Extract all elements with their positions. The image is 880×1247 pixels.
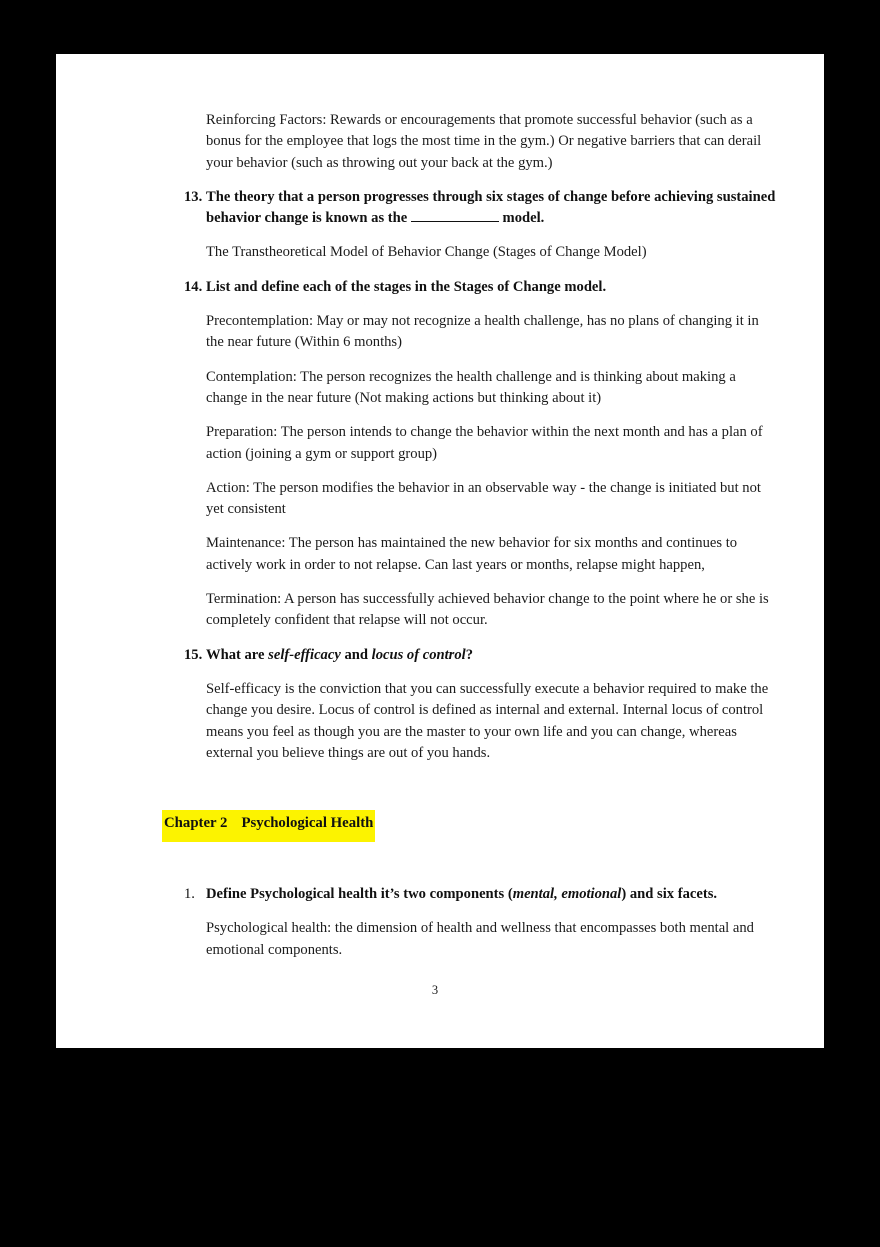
chapter-label: Chapter 2 bbox=[164, 815, 228, 832]
question-1-part1: Define Psychological health it’s two components ( bbox=[206, 886, 513, 903]
page-number: 3 bbox=[431, 983, 439, 998]
stage-action: Action: The person modifies the behavior in an observable way - the change is initiated but not yet consistent bbox=[206, 479, 761, 518]
answer-15: Self-efficacy is the conviction that you can successfully execute a behavior required to make the change you desire. Locus of control is defined as internal and external. Internal locus of control means you feel as though you are the master to your own life and you can change, whereas external you believe things are out of you hands. bbox=[206, 680, 769, 761]
stage-termination: Termination: A person has successfully achieved behavior change to the point where he or she is completely confident that relapse will not occur. bbox=[206, 591, 769, 629]
question-15-italic-locus-of-control: locus of control bbox=[371, 646, 466, 663]
question-13-text-before: The theory that a person progresses through six stages of change before achieving sustained behavior change is known as the bbox=[206, 188, 776, 227]
stage-maintenance: Maintenance: The person has maintained the new behavior for six months and continues to actively work in order to not relapse. Can last years or months, relapse might happen, bbox=[206, 535, 738, 573]
question-13-number: 13. bbox=[184, 188, 203, 205]
answer-1: Psychological health: the dimension of health and wellness that encompasses both mental and emotional components. bbox=[206, 920, 754, 958]
question-13-text-after: model. bbox=[498, 210, 545, 227]
question-15-part2: and bbox=[340, 646, 372, 663]
question-15-part1: What are bbox=[206, 646, 269, 663]
stage-preparation: Preparation: The person intends to change the behavior within the next month and has a plan of action (joining a gym or support group) bbox=[206, 424, 763, 462]
document-page bbox=[56, 54, 824, 1048]
question-14-text: List and define each of the stages in the Stages of Change model. bbox=[206, 278, 607, 295]
paragraph-reinforcing-factors: Reinforcing Factors: Rewards or encouragements that promote successful behavior (such as a bonus for the employee that logs the most time in the gym.) Or negative barriers that can derail your behavior (such as throwing out your back at the gym.) bbox=[206, 112, 762, 171]
question-15-number: 15. bbox=[184, 646, 203, 663]
fill-in-blank bbox=[411, 221, 499, 222]
question-15-italic-self-efficacy: self-efficacy bbox=[268, 646, 341, 663]
question-13 bbox=[184, 187, 776, 230]
chapter-heading bbox=[162, 810, 375, 842]
chapter-heading-wrap bbox=[162, 810, 776, 842]
stage-precontemplation: Precontemplation: May or may not recognize a health challenge, has no plans of changing it in the near future (Within 6 months) bbox=[206, 313, 759, 351]
question-15-text bbox=[206, 645, 776, 666]
question-15-part3: ? bbox=[465, 646, 473, 663]
answer-13: The Transtheoretical Model of Behavior Change (Stages of Change Model) bbox=[206, 244, 647, 261]
chapter-title: Psychological Health bbox=[241, 815, 374, 832]
question-1 bbox=[184, 884, 776, 905]
question-14-number: 14. bbox=[184, 278, 203, 295]
question-13-text bbox=[206, 187, 776, 230]
page-content bbox=[104, 110, 776, 998]
question-1-text bbox=[206, 884, 776, 905]
stage-contemplation: Contemplation: The person recognizes the health challenge and is thinking about making a change in the near future (Not making actions but thinking about it) bbox=[206, 368, 736, 406]
question-1-number: 1. bbox=[184, 886, 195, 903]
question-15 bbox=[184, 645, 776, 666]
question-1-part2: ) and six facets. bbox=[621, 886, 718, 903]
question-14 bbox=[184, 277, 776, 298]
question-1-italic-components: mental, emotional bbox=[512, 886, 622, 903]
